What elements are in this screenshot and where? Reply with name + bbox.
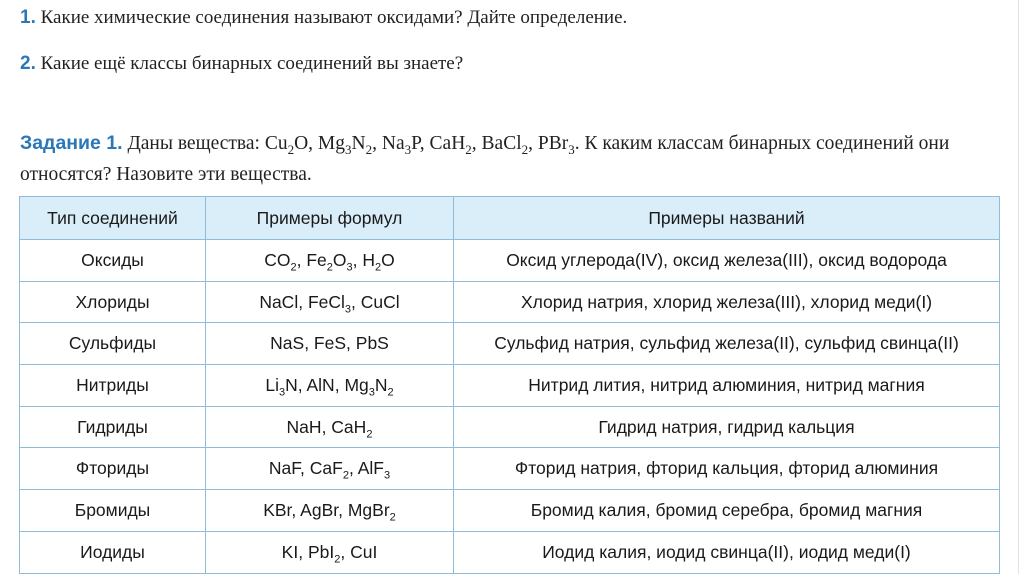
substance-formula: PBr$_3$ [537, 133, 575, 157]
formula: NaF [268, 458, 301, 479]
compound-type-cell: Нитриды [20, 365, 206, 407]
compound-type-cell: Оксиды [20, 240, 206, 282]
formula: $Mg_3N_2$ [344, 374, 394, 399]
question-number: 1. [20, 7, 36, 28]
formula: CuI [350, 541, 378, 562]
compound-type-cell: Сульфиды [20, 323, 206, 365]
formula-examples-cell: NaH, CaH$_2$ [206, 406, 454, 448]
compound-type-cell: Фториды [20, 448, 206, 490]
formula-examples-cell: KBr, AgBr, MgBr$_2$ [206, 490, 454, 532]
formula: CaF$_2$ [309, 458, 349, 482]
header-formulas: Примеры формул [206, 197, 454, 240]
table-row [20, 365, 1000, 407]
compound-type-cell: Бромиды [20, 490, 206, 532]
formula: KBr [263, 499, 292, 520]
formula-examples-cell: NaF, CaF$_2$, AlF$_3$ [206, 448, 454, 490]
substance-formula: $Na_3P$ [381, 133, 420, 157]
formula: $Li_3N$ [265, 374, 298, 399]
formula: NaCl [259, 291, 299, 312]
task-1 [20, 128, 1010, 190]
formula-examples-cell: NaS, FeS, PbS [206, 323, 454, 365]
substance-formula: CaH$_2$ [429, 133, 472, 157]
name-examples-cell: Бромид калия, бромид серебра, бромид магния [454, 490, 1000, 532]
compound-type-cell: Иодиды [20, 531, 206, 573]
formula-examples-cell: $Li_3N$, AlN, $Mg_3N_2$ [206, 365, 454, 407]
name-examples-cell: Гидрид натрия, гидрид кальция [454, 406, 1000, 448]
binary-compounds-table [19, 196, 1000, 574]
compound-type-cell: Хлориды [20, 281, 206, 323]
task-lead: Даны вещества: [127, 133, 260, 154]
name-examples-cell: Фторид натрия, фторид кальция, фторид алюминия [454, 448, 1000, 490]
name-examples-cell: Иодид калия, иодид свинца(II), иодид меди(I) [454, 531, 1000, 573]
formula: CuCl [360, 291, 400, 312]
substance-formula: $Cu_2O$ [264, 133, 309, 157]
question-2 [20, 52, 463, 76]
formula: KI [281, 541, 299, 562]
formula-examples-cell: NaCl, FeCl$_3$, CuCl [206, 281, 454, 323]
name-examples-cell: Оксид углерода(IV), оксид железа(III), оксид водорода [454, 240, 1000, 282]
table-row [20, 406, 1000, 448]
question-text: Какие ещё классы бинарных соединений вы знаете? [40, 53, 464, 74]
question-1 [20, 6, 627, 30]
formula: PbS [355, 333, 389, 354]
formula: $CO_2$ [264, 249, 297, 274]
table-row [20, 240, 1000, 282]
table-row [20, 448, 1000, 490]
task-label: Задание 1. [20, 132, 123, 154]
formula: FeS [313, 333, 347, 354]
table-row [20, 490, 1000, 532]
task-question: К каким классам бинарных соединений они относятся? Назовите эти вещества. [20, 133, 950, 185]
compound-type-cell: Гидриды [20, 406, 206, 448]
name-examples-cell: Нитрид лития, нитрид алюминия, нитрид магния [454, 365, 1000, 407]
name-examples-cell: Хлорид натрия, хлорид железа(III), хлорид меди(I) [454, 281, 1000, 323]
formula-examples-cell: KI, PbI$_2$, CuI [206, 531, 454, 573]
substance-formula: BaCl$_2$ [481, 133, 529, 157]
formula: $H_2O$ [362, 249, 395, 274]
formula: NaH [286, 416, 322, 437]
formula: NaS [270, 333, 305, 354]
formula: AgBr [300, 499, 339, 520]
table-row [20, 281, 1000, 323]
formula: FeCl$_3$ [307, 291, 352, 316]
page-edge-rule [1018, 0, 1019, 574]
table-header-row [20, 197, 1000, 240]
formula: MgBr$_2$ [347, 499, 396, 524]
formula: AlN [306, 374, 335, 395]
task-substances: $Cu_2O$, $Mg_3N_2$, $Na_3P$, CaH$_2$, BaCl$_2$, PBr$_3$. [264, 133, 580, 157]
name-examples-cell: Сульфид натрия, сульфид железа(II), сульфид свинца(II) [454, 323, 1000, 365]
formula: AlF$_3$ [357, 458, 391, 482]
header-names: Примеры названий [454, 197, 1000, 240]
table-row [20, 323, 1000, 365]
header-type: Тип соединений [20, 197, 206, 240]
formula: PbI$_2$ [307, 541, 341, 566]
formula: CaH$_2$ [331, 416, 373, 441]
formula: $Fe_2O_3$ [306, 249, 353, 274]
substance-formula: $Mg_3N_2$ [317, 133, 373, 157]
table-row [20, 531, 1000, 573]
question-number: 2. [20, 53, 36, 74]
question-text: Какие химические соединения называют оксидами? Дайте определение. [40, 7, 628, 28]
formula-examples-cell: $CO_2$, $Fe_2O_3$, $H_2O$ [206, 240, 454, 282]
